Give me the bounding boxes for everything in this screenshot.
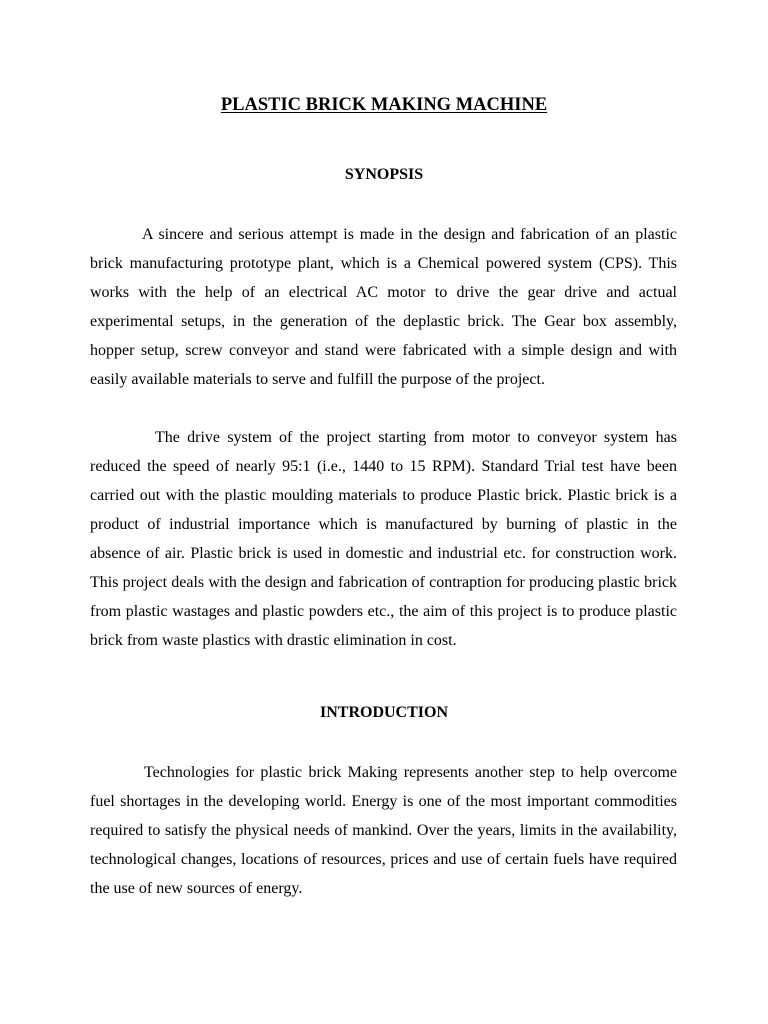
synopsis-paragraph-2: The drive system of the project starting from motor to conveyor system has reduced the speed of nearly 95:1 (i.e., 1440 to 15 RPM). Standard Trial test have been carried out with the plastic moulding materials to produce Plastic brick. Plastic brick is a product of industrial importance which is manufactured by burning of plastic in the absence of air. Plastic brick is used in domestic and industrial etc. for construction work. This project deals with the design and fabrication of contraption for producing plastic brick from plastic wastages and plastic powders etc., the aim of this project is to produce plastic brick from waste plastics with drastic elimination in cost. bbox=[90, 429, 677, 649]
introduction-heading: INTRODUCTION bbox=[319, 704, 448, 721]
synopsis-heading: SYNOPSIS bbox=[344, 166, 424, 183]
document-title bbox=[0, 93, 768, 117]
introduction-paragraph-1: Technologies for plastic brick Making represents another step to help overcome fuel shortages in the developing world. Energy is one of the most important commodities required to satisfy the physical needs of mankind. Over the years, limits in the availability, technological changes, locations of resources, prices and use of certain fuels have required the use of new sources of energy. bbox=[90, 764, 677, 897]
synopsis-paragraph-1: A sincere and serious attempt is made in the design and fabrication of an plastic brick manufacturing prototype plant, which is a Chemical powered system (CPS). This works with the help of an electrical AC motor to drive the gear drive and actual experimental setups, in the generation of the deplastic brick. The Gear box assembly, hopper setup, screw conveyor and stand were fabricated with a simple design and with easily available materials to serve and fulfill the purpose of the project. bbox=[90, 226, 677, 388]
document-title-text: PLASTIC BRICK MAKING MACHINE bbox=[220, 95, 548, 115]
